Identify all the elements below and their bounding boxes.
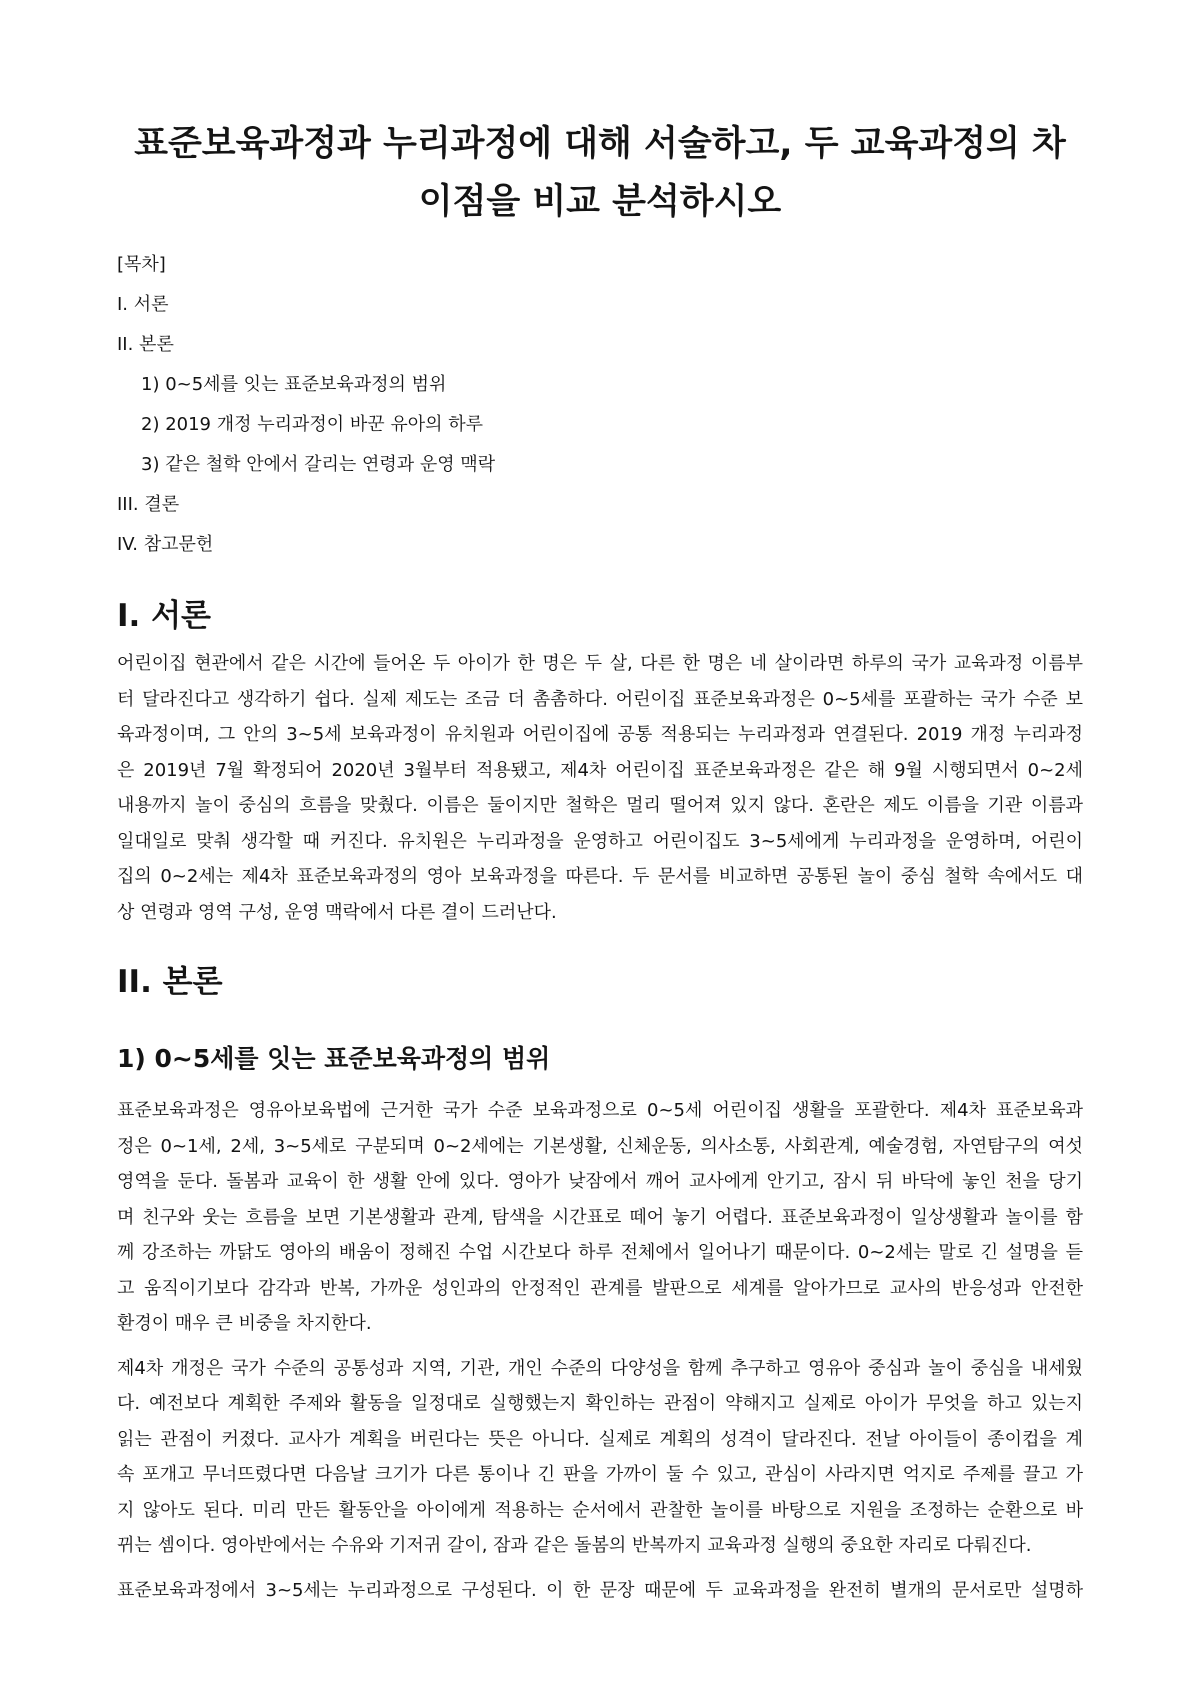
text-line: 표준보육과정은 영유아보육법에 근거한 국가 수준 보육과정으로 0~5세 어린이집 생활을 포괄한다. 제4차 표준보육과 [117,1100,1083,1121]
text-line: 일대일로 맞춰 생각할 때 커진다. 유치원은 누리과정을 운영하고 어린이집도 3~5세에게 누리과정을 운영하며, 어린이 [117,830,1083,852]
subsection-heading: 1) 0~5세를 잇는 표준보육과정의 범위 [117,1044,551,1073]
text-line: 육과정이며, 그 안의 3~5세 보육과정이 유치원과 어린이집에 공통 적용되는 누리과정과 연결된다. 2019 개정 누리과정 [117,724,1083,745]
text-line: 어린이집 현관에서 같은 시간에 들어온 두 아이가 한 명은 두 살, 다른 한 명은 네 살이라면 하루의 국가 교육과정 이름부 [117,653,1083,674]
text-line: 내용까지 놀이 중심의 흐름을 맞췄다. 이름은 둘이지만 철학은 멀리 떨어져 있지 않다. 혼란은 제도 이름을 기관 이름과 [117,795,1083,816]
paragraph [117,1351,1083,1564]
text-line: 속 포개고 무너뜨렸다면 다음날 크기가 다른 통이나 긴 판을 가까이 둘 수 있고, 관심이 사라지면 억지로 주제를 끌고 가 [117,1464,1083,1485]
text-line: 상 연령과 영역 구성, 운영 맥락에서 다른 결이 드러난다. [117,901,557,923]
document-title [117,115,1083,231]
section-body [117,962,1083,1608]
text-line: 며 친구와 웃는 흐름을 보면 기본생활과 관계, 탐색을 시간표로 떼어 놓기 어렵다. 표준보육과정이 일상생활과 놀이를 함 [117,1206,1083,1228]
section-introduction [117,596,1083,930]
section-heading: II. 본론 [117,964,223,1000]
text-line: 고 움직이기보다 감각과 반복, 가까운 성인과의 안정적인 관계를 발판으로 세계를 알아가므로 교사의 반응성과 안전한 [117,1277,1083,1299]
toc-item-conclusion: III. 결론 [117,494,180,515]
section-heading: I. 서론 [117,598,211,634]
toc-subitem: 1) 0~5세를 잇는 표준보육과정의 범위 [141,374,447,395]
text-line: 다. 예전보다 계획한 주제와 활동을 일정대로 실행했는지 확인하는 관점이 약해지고 실제로 아이가 무엇을 하고 있는지 [117,1393,1083,1414]
text-line: 읽는 관점이 커졌다. 교사가 계획을 버린다는 뜻은 아니다. 실제로 계획의 성격이 달라진다. 전날 아이들이 종이컵을 계 [117,1428,1083,1450]
toc-subitem: 3) 같은 철학 안에서 갈리는 연령과 운영 맥락 [141,454,496,475]
toc-item-references: IV. 참고문헌 [117,534,214,555]
text-line: 은 2019년 7월 확정되어 2020년 3월부터 적용됐고, 제4차 어린이집 표준보육과정은 같은 해 9월 시행되면서 0~2세 [117,759,1083,781]
text-line: 표준보육과정에서 3~5세는 누리과정으로 구성된다. 이 한 문장 때문에 두 교육과정을 완전히 별개의 문서로만 설명하 [117,1579,1083,1601]
text-line: 께 강조하는 까닭도 영아의 배움이 정해진 수업 시간보다 하루 전체에서 일어나기 때문이다. 0~2세는 말로 긴 설명을 듣 [117,1242,1083,1263]
text-line: 정은 0~1세, 2세, 3~5세로 구분되며 0~2세에는 기본생활, 신체운동, 의사소통, 사회관계, 예술경험, 자연탐구의 여섯 [117,1135,1083,1157]
paragraph [117,1093,1083,1342]
title-line: 이점을 비교 분석하시오 [418,182,782,222]
title-line: 표준보육과정과 누리과정에 대해 서술하고, 두 교육과정의 차 [134,124,1066,164]
text-line: 지 않아도 된다. 미리 만든 활동안을 아이에게 적용하는 순서에서 관찰한 놀이를 바탕으로 지원을 조정하는 순환으로 바 [117,1499,1083,1521]
text-line: 영역을 둔다. 돌봄과 교육이 한 생활 안에 있다. 영아가 낮잠에서 깨어 교사에게 안기고, 잠시 뒤 바닥에 놓인 천을 당기 [117,1171,1083,1192]
text-line: 터 달라진다고 생각하기 쉽다. 실제 제도는 조금 더 촘촘하다. 어린이집 표준보육과정은 0~5세를 포괄하는 국가 수준 보 [117,688,1083,710]
toc-label: [목차] [117,254,166,275]
text-line: 뀌는 셈이다. 영아반에서는 수유와 기저귀 갈이, 잠과 같은 돌봄의 반복까지 교육과정 실행의 중요한 자리로 다뤄진다. [117,1535,1032,1556]
table-of-contents [117,245,1083,565]
toc-item-body: II. 본론 [117,334,174,355]
text-line: 환경이 매우 큰 비중을 차지한다. [117,1313,372,1334]
text-line: 제4차 개정은 국가 수준의 공통성과 지역, 기관, 개인 수준의 다양성을 함께 추구하고 영유아 중심과 놀이 중심을 내세웠 [117,1357,1083,1379]
text-line: 집의 0~2세는 제4차 표준보육과정의 영아 보육과정을 따른다. 두 문서를 비교하면 공통된 놀이 중심 철학 속에서도 대 [117,866,1083,887]
toc-subitem: 2) 2019 개정 누리과정이 바꾼 유아의 하루 [141,414,484,435]
paragraph [117,646,1083,930]
toc-item-intro: I. 서론 [117,294,169,315]
paragraph [117,1573,1083,1609]
